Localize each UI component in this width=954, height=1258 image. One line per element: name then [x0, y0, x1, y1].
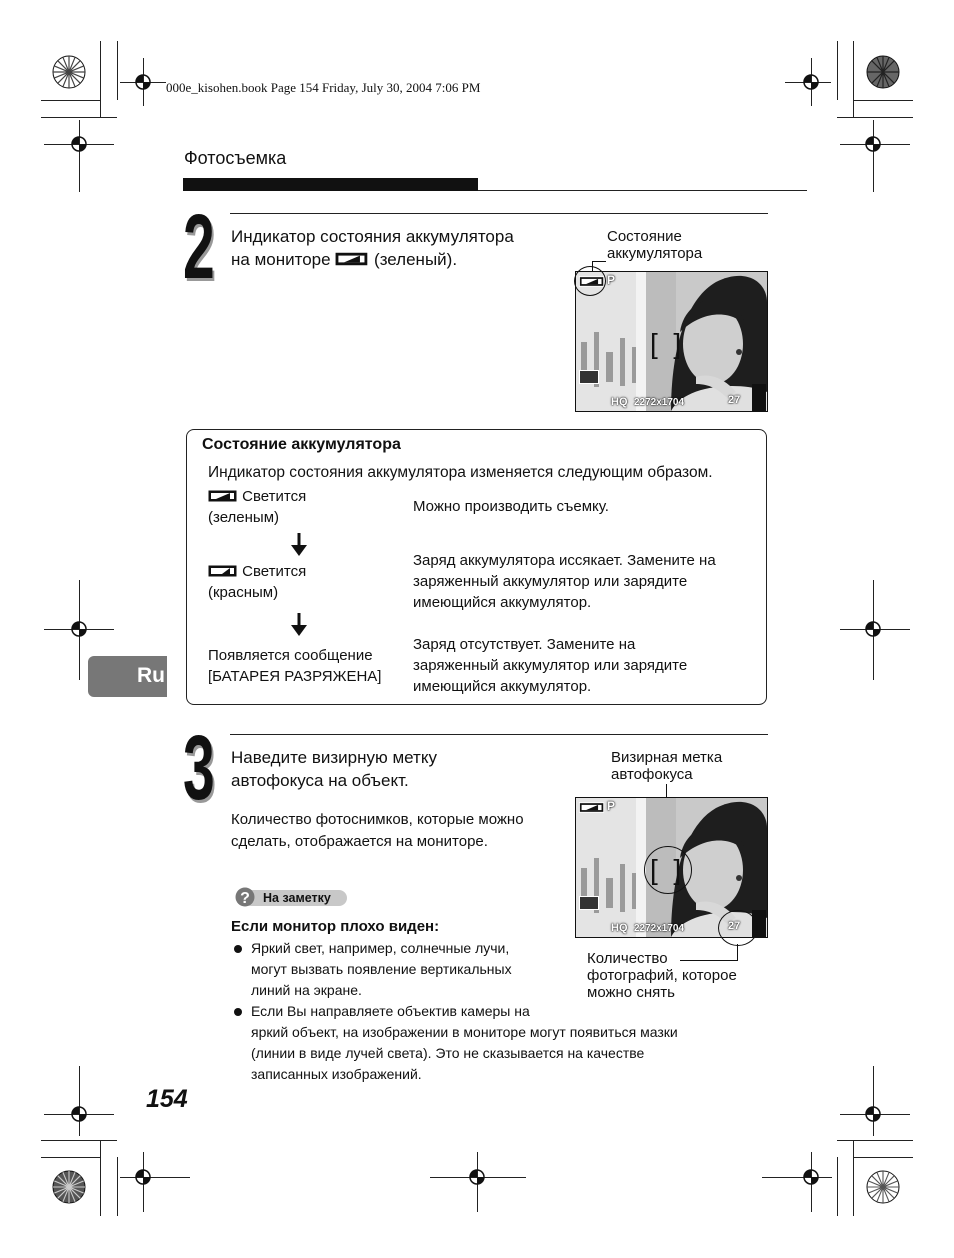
arrow-down-icon	[290, 613, 308, 637]
battery-full-icon	[579, 802, 605, 813]
color-rosette-icon	[866, 55, 900, 89]
callout-shots-line1: Количество	[587, 950, 668, 967]
step2-text	[231, 225, 514, 271]
note-heading: Если монитор плохо виден:	[231, 918, 440, 935]
step2-line2-end: (зеленый).	[374, 250, 458, 269]
card-icon	[579, 370, 599, 384]
quality-label: HQ	[611, 922, 628, 934]
shots-remaining: 27	[728, 394, 741, 406]
note-line: Если Вы направляете объектив камеры на	[251, 1003, 530, 1019]
step3-body-line: Количество фотоснимков, которые можно	[231, 811, 524, 828]
step2-line2	[231, 248, 514, 271]
note-badge	[235, 886, 347, 908]
crop-mark	[79, 120, 80, 192]
registration-mark-icon	[69, 134, 89, 154]
color-rosette-icon	[52, 1170, 86, 1204]
registration-mark-icon	[467, 1167, 487, 1187]
crop-mark	[41, 117, 117, 118]
battery-box-title: Состояние аккумулятора	[202, 436, 401, 453]
crop-mark	[120, 1177, 190, 1178]
battery-row-desc-line: Можно производить съемку.	[413, 498, 609, 515]
note-line: записанных изображений.	[251, 1066, 422, 1082]
section-rule	[478, 190, 807, 191]
battery-row-desc-line: заряженный аккумулятор или зарядите	[413, 573, 688, 590]
callout-shots-line3: можно снять	[587, 984, 675, 1001]
step-number: 3	[183, 717, 215, 819]
callout-leader	[592, 261, 606, 262]
callout-af-line1: Визирная метка	[611, 749, 723, 766]
battery-row-message: [БАТАРЕЯ РАЗРЯЖЕНА]	[208, 668, 382, 685]
battery-row-desc-line: имеющийся аккумулятор.	[413, 678, 592, 695]
highlight-circle	[718, 910, 758, 946]
crop-mark	[837, 1140, 913, 1141]
color-rosette-icon	[52, 55, 86, 89]
battery-row-status: Светится	[242, 563, 307, 580]
battery-row-desc-line: Заряд аккумулятора иссякает. Замените на	[413, 552, 716, 569]
battery-row-desc-line: заряженный аккумулятор или зарядите	[413, 657, 688, 674]
note-line: яркий объект, на изображении в мониторе могут появиться мазки	[251, 1024, 678, 1040]
battery-full-icon	[208, 490, 238, 502]
shots-remaining: 27	[728, 920, 741, 932]
color-rosette-icon	[866, 1170, 900, 1204]
crop-mark	[837, 41, 838, 100]
page-number: 154	[146, 1085, 188, 1113]
language-tab	[88, 656, 167, 697]
registration-mark-icon	[133, 72, 153, 92]
note-bullet	[251, 1001, 678, 1085]
battery-row-desc	[413, 496, 609, 517]
crop-mark	[41, 1140, 117, 1141]
battery-row-left	[208, 645, 381, 687]
bullet-icon	[234, 945, 242, 953]
arrow-down-icon	[290, 533, 308, 557]
note-line: линий на экране.	[251, 982, 362, 998]
battery-row-left	[208, 561, 306, 603]
battery-row-status: Появляется сообщение	[208, 647, 373, 664]
registration-mark-icon	[69, 619, 89, 639]
step-rule	[230, 734, 768, 735]
crop-mark	[117, 1157, 118, 1216]
crop-mark	[853, 100, 913, 101]
callout-battery-line2: аккумулятора	[607, 245, 703, 262]
resolution-label: 2272x1704	[634, 923, 685, 934]
callout-shots	[587, 950, 737, 1001]
card-icon	[579, 896, 599, 910]
step-number: 2	[183, 196, 215, 298]
crop-mark	[100, 41, 101, 117]
crop-mark	[873, 120, 874, 192]
battery-row-desc	[413, 550, 716, 613]
registration-mark-icon	[133, 1167, 153, 1187]
crop-mark	[837, 1157, 838, 1216]
resolution-label: 2272x1704	[634, 397, 685, 408]
battery-box-intro: Индикатор состояния аккумулятора изменяется следующим образом.	[208, 464, 713, 481]
note-badge-label: На заметку	[263, 891, 331, 905]
step-rule	[230, 213, 768, 214]
crop-mark	[100, 1140, 101, 1216]
crop-mark	[853, 1140, 854, 1216]
callout-af-line2: автофокуса	[611, 766, 693, 783]
registration-mark-icon	[801, 72, 821, 92]
registration-mark-icon	[863, 134, 883, 154]
registration-mark-icon	[863, 619, 883, 639]
battery-row-color: (зеленым)	[208, 509, 280, 526]
highlight-circle	[574, 266, 606, 296]
af-target-mark: [ ]	[650, 854, 682, 885]
battery-row-desc	[413, 634, 687, 697]
crop-mark	[79, 1066, 80, 1136]
svg-text:?: ?	[240, 890, 250, 907]
callout-shots-line2: фотографий, которое	[587, 967, 737, 984]
battery-low-icon	[208, 565, 238, 577]
crop-mark	[41, 100, 100, 101]
quality-label: HQ	[611, 396, 628, 408]
highlight-circle	[644, 846, 692, 894]
crop-mark	[853, 1157, 913, 1158]
battery-row-left	[208, 486, 306, 528]
step3-line2: автофокуса на объект.	[231, 771, 409, 790]
step3-body-line: сделать, отображается на мониторе.	[231, 833, 488, 850]
step3-text	[231, 746, 437, 792]
mode-indicator: P	[607, 799, 616, 813]
step3-body	[231, 809, 524, 853]
note-bullet	[251, 938, 512, 1001]
bullet-icon	[234, 1008, 242, 1016]
callout-af-mark	[611, 749, 722, 783]
battery-row-status: Светится	[242, 488, 307, 505]
battery-row-desc-line: имеющийся аккумулятор.	[413, 594, 592, 611]
crop-mark	[873, 1066, 874, 1136]
callout-battery	[607, 228, 702, 262]
step2-line2-start: на мониторе	[231, 250, 331, 269]
language-tab-label: Ru	[137, 664, 165, 687]
battery-status-box	[186, 429, 767, 705]
note-line: (линии в виде лучей света). Это не сказывается на качестве	[251, 1045, 645, 1061]
registration-mark-icon	[801, 1167, 821, 1187]
question-icon	[235, 886, 255, 908]
crop-mark	[837, 117, 913, 118]
battery-row-desc-line: Заряд отсутствует. Замените на	[413, 636, 636, 653]
section-title: Фотосъемка	[184, 148, 287, 168]
crop-mark	[41, 1157, 100, 1158]
af-target-mark: [ ]	[650, 328, 682, 359]
print-header: 000e_kisohen.book Page 154 Friday, July 30, 2004 7:06 PM	[166, 80, 481, 95]
callout-battery-line1: Состояние	[607, 228, 682, 245]
monitor-photo	[575, 271, 768, 412]
registration-mark-icon	[69, 1104, 89, 1124]
note-line: могут вызвать появление вертикальных	[251, 961, 512, 977]
crop-mark	[117, 41, 118, 100]
section-bar	[183, 178, 478, 191]
battery-full-icon	[335, 252, 369, 266]
note-line: Яркий свет, например, солнечные лучи,	[251, 940, 510, 956]
battery-row-color: (красным)	[208, 584, 279, 601]
crop-mark	[762, 1177, 832, 1178]
mode-indicator: P	[607, 273, 616, 287]
step3-line1: Наведите визирную метку	[231, 748, 437, 767]
callout-leader	[737, 944, 738, 960]
crop-mark	[853, 41, 854, 117]
step2-line1: Индикатор состояния аккумулятора	[231, 227, 514, 246]
registration-mark-icon	[863, 1104, 883, 1124]
